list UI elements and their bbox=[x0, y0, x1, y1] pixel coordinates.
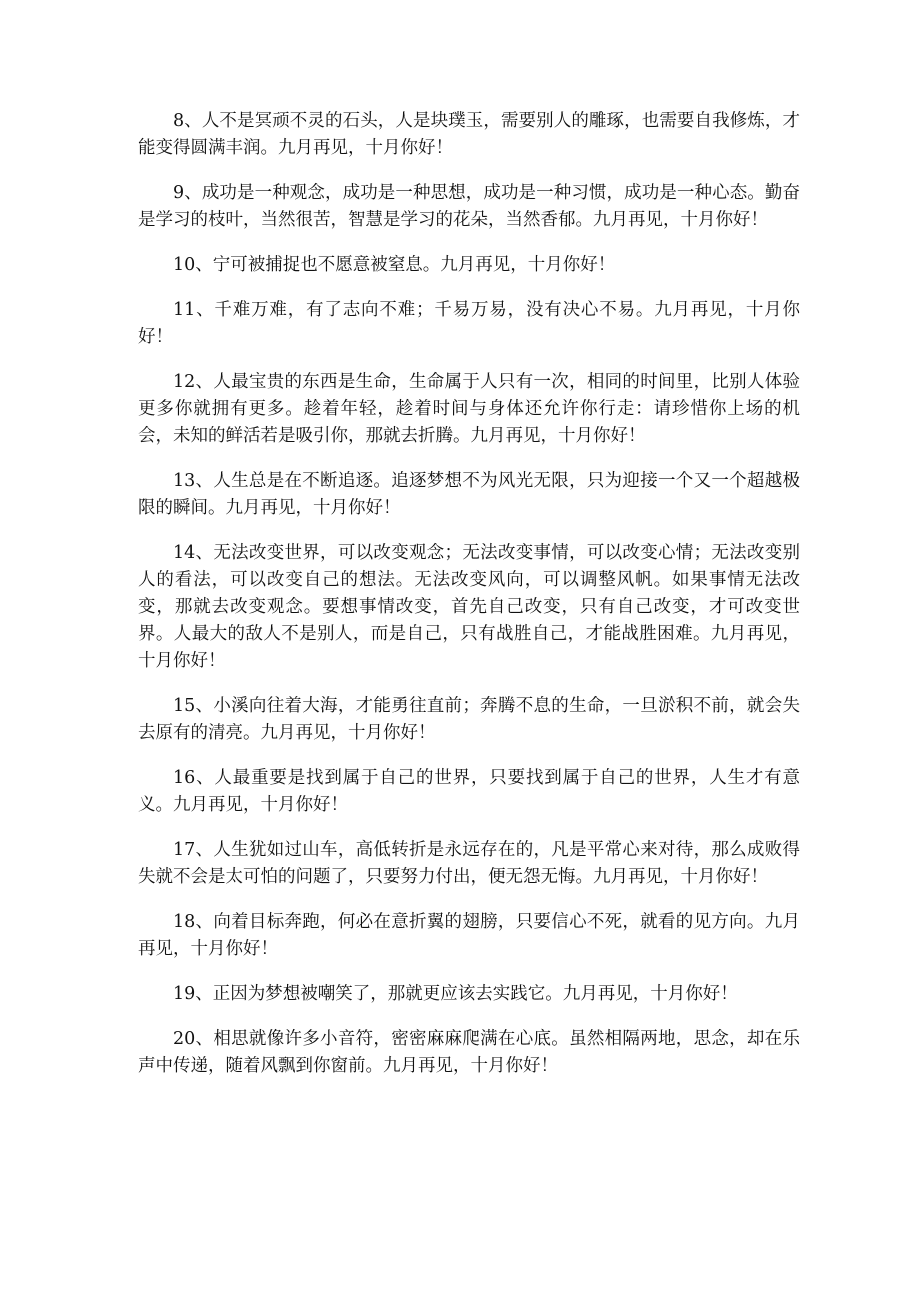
paragraph-18: 18、向着目标奔跑，何必在意折翼的翅膀，只要信心不死，就看的见方向。九月再见，十月你好！ bbox=[138, 912, 800, 959]
document-body bbox=[138, 108, 800, 1098]
paragraph-16: 16、人最重要是找到属于自己的世界，只要找到属于自己的世界，人生才有意义。九月再见，十月你好！ bbox=[138, 768, 800, 815]
paragraph-9: 9、成功是一种观念，成功是一种思想，成功是一种习惯，成功是一种心态。勤奋是学习的枝叶，当然很苦，智慧是学习的花朵，当然香郁。九月再见，十月你好！ bbox=[138, 183, 800, 230]
paragraph-12: 12、人最宝贵的东西是生命，生命属于人只有一次，相同的时间里，比别人体验更多你就拥有更多。趁着年轻，趁着时间与身体还允许你行走：请珍惜你上场的机会，未知的鲜活若是吸引你，那就去折腾。九月再见，十月你好！ bbox=[138, 372, 800, 446]
paragraph-15: 15、小溪向往着大海，才能勇往直前；奔腾不息的生命，一旦淤积不前，就会失去原有的清亮。九月再见，十月你好！ bbox=[138, 696, 800, 743]
paragraph-13: 13、人生总是在不断追逐。追逐梦想不为风光无限，只为迎接一个又一个超越极限的瞬间。九月再见，十月你好！ bbox=[138, 471, 800, 518]
paragraph-8: 8、人不是冥顽不灵的石头，人是块璞玉，需要别人的雕琢，也需要自我修炼，才能变得圆满丰润。九月再见，十月你好！ bbox=[138, 111, 800, 158]
paragraph-20: 20、相思就像许多小音符，密密麻麻爬满在心底。虽然相隔两地，思念，却在乐声中传递，随着风飘到你窗前。九月再见，十月你好！ bbox=[138, 1029, 800, 1076]
paragraph-11: 11、千难万难，有了志向不难；千易万易，没有决心不易。九月再见，十月你好！ bbox=[138, 300, 800, 347]
paragraph-14: 14、无法改变世界，可以改变观念；无法改变事情，可以改变心情；无法改变别人的看法，可以改变自己的想法。无法改变风向，可以调整风帆。如果事情无法改变，那就去改变观念。要想事情改变，首先自己改变，只有自己改变，才可改变世界。人最大的敌人不是别人，而是自己，只有战胜自己，才能战胜困难。九月再见，十月你好！ bbox=[138, 543, 800, 671]
paragraph-17: 17、人生犹如过山车，高低转折是永远存在的，凡是平常心来对待，那么成败得失就不会是太可怕的问题了，只要努力付出，便无怨无悔。九月再见，十月你好！ bbox=[138, 840, 800, 887]
paragraph-10: 10、宁可被捕捉也不愿意被窒息。九月再见，十月你好！ bbox=[173, 255, 616, 275]
paragraph-19: 19、正因为梦想被嘲笑了，那就更应该去实践它。九月再见，十月你好！ bbox=[173, 984, 738, 1004]
